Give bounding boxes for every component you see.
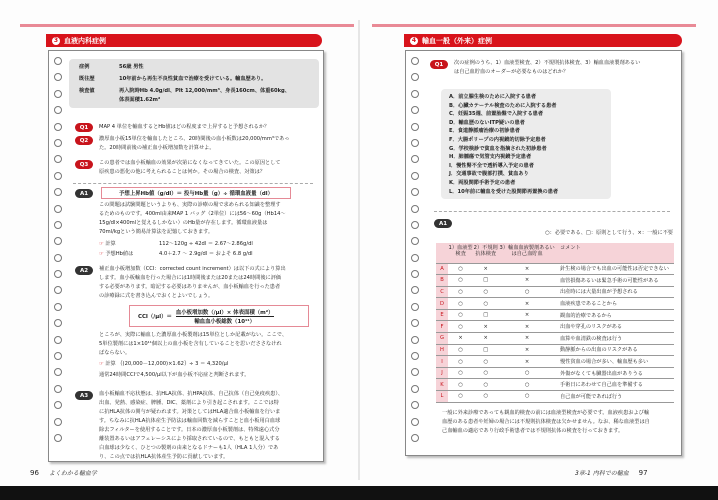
formula-left: CCI（/μl）＝ xyxy=(138,314,172,320)
a1-text: 70ml/kgという簡易計算法を記憶しておきます。 xyxy=(99,229,214,235)
scan-bottom-edge xyxy=(0,486,718,500)
row-mark: × xyxy=(498,275,556,287)
table-row xyxy=(436,321,674,333)
a2-text: 補正血小板増加数（CCI：corrected count increment）は以下の式により算出 xyxy=(99,266,286,272)
table-row xyxy=(436,367,674,379)
left-content-box xyxy=(48,50,324,462)
calc-label: 予想Hb値は xyxy=(105,251,134,257)
q1-text: 次の症例のうち、1）血液型検査、2）不規則抗体検査、3）輸血血液製剤あるい xyxy=(454,60,641,66)
row-mark: ○ xyxy=(448,391,473,403)
row-id: C xyxy=(436,286,448,298)
row-mark: × xyxy=(498,321,556,333)
option-item: J．交通事故で腹部打撲、貧血あり xyxy=(449,171,529,178)
row-mark: ○ xyxy=(448,309,473,321)
table-legend: ○：必要である、□：原則として行う、×：一般に不要 xyxy=(545,230,673,236)
row-id: D xyxy=(436,298,448,310)
table-row xyxy=(436,309,674,321)
row-comment: 手術日にあわせて自己血を準備する xyxy=(556,379,674,391)
a1-text: 血歴のある患者や妊婦の場合には不規則抗体検査は欠かせません。なお、稀な血液型は自 xyxy=(442,419,650,425)
row-comment: 血算や血清鉄の検査は行う xyxy=(556,333,674,345)
row-mark: ○ xyxy=(473,286,498,298)
table-row xyxy=(436,379,674,391)
a3-text: に抗HLA抗体の関与が疑われます。対策としてはHLA適合血小板輸血を行いま xyxy=(99,409,281,415)
row-mark: × xyxy=(498,309,556,321)
labs-value-2: 体表面積1.62m² xyxy=(119,97,161,103)
table-row xyxy=(436,333,674,345)
a2-text: ばならない。 xyxy=(99,350,131,356)
page-number: 97 xyxy=(638,469,648,477)
option-item: C．妊娠35週、前置胎盤で入院する患者 xyxy=(449,111,544,118)
q2-text: 濃厚血小板15単位を輸血したところ、20時間後の血小板数は20,000/mm³であっ xyxy=(99,136,290,142)
row-id: I xyxy=(436,356,448,368)
formula-denominator: 輸血血小板総数（10¹¹） xyxy=(194,318,256,325)
col-header: コメント xyxy=(556,243,674,263)
option-item: K．両股関節手術予定の患者 xyxy=(449,179,516,186)
table-row xyxy=(436,275,674,287)
row-comment: 自己血が可能であれば行う xyxy=(556,391,674,403)
a3-text: 出血、発熱、感染症、脾腫、DIC、薬剤により引き起こされます。ここでは特 xyxy=(99,400,279,406)
a1-text: 15g/dl×400mlと覚えるしかない）のHb量が存在します。循環血液量は xyxy=(99,220,268,226)
calc-value: 4.0＋2.7 ～ 2.9g/dl ＝ およそ 6.8 g/dl xyxy=(159,251,253,257)
option-item: F．大腸ポリープの内視鏡的切除予定患者 xyxy=(449,136,546,143)
a1-text: 一般に外来診療であっても観血的検査の前には血液型検査が必要です。血液疾患および輸 xyxy=(442,410,650,416)
section-header xyxy=(404,34,682,47)
table-row xyxy=(436,286,674,298)
a1-text: 己血輸血の適応であり行政手術患者では不規則抗体の検査を行っておきます。 xyxy=(442,428,624,434)
calc-value: 112～120g ÷ 42dl ＝ 2.67～2.86g/dl xyxy=(159,241,253,247)
row-comment: 血管損傷あるいは緊急手術の可能性がある xyxy=(556,275,674,287)
a1-text: この問題は試験問題というよりも、実際の診療の場で求められる知識を整理す xyxy=(99,202,281,208)
table-row xyxy=(436,298,674,310)
top-rule xyxy=(372,24,696,27)
option-item: B．心臓カテーテル検査のために入院する患者 xyxy=(449,102,557,109)
chapter-title: 3章-1 内科での輸血 xyxy=(575,470,629,477)
a3-text: 血小板輸血不応状態は、抗HLA抗体、抗HPA抗体、自己抗体（自己免疫疾患）、 xyxy=(99,391,284,397)
q3-text: 原疾患の悪化の他に考えられることは何か。その場合の検査、対策は？ xyxy=(99,169,266,175)
options-box xyxy=(441,89,611,199)
q1-text: は自己血貯血のオーダーが必要なものはどれか？ xyxy=(454,69,569,75)
section-number: 4 xyxy=(411,37,417,44)
row-mark: ○ xyxy=(498,391,556,403)
row-mark: ○ xyxy=(498,367,556,379)
a3-text: 白血球は少なく、ひとつの製剤の由来となるドナーも1人（HLA 1人分）であ xyxy=(99,445,279,451)
row-id: L xyxy=(436,391,448,403)
book-title: よくわかる輸血学 xyxy=(48,470,97,477)
row-mark: □ xyxy=(473,344,498,356)
col-header: 1）血液型 検査 xyxy=(448,243,473,263)
table-row xyxy=(436,391,674,403)
row-comment: 外傷がなくても臓器出血がありうる xyxy=(556,367,674,379)
row-mark: × xyxy=(498,333,556,345)
history-value: 10年前から再生不良性貧血で治療を受けている。輸血歴あり。 xyxy=(119,76,267,82)
answer-table xyxy=(436,243,674,403)
q1-text: MAP 4 単位を輸血するとHb値はどの程度まで上昇すると予想されるか？ xyxy=(99,124,270,130)
option-item: G．学校検診で貧血を指摘された初診患者 xyxy=(449,145,547,152)
a2-text: します。血小板輸血を行った場合には1時間後または20または24時間後に評価 xyxy=(99,275,282,281)
q2-text: た。20時間前後の補正血小板増加数を計算せよ。 xyxy=(99,145,215,151)
row-mark: ○ xyxy=(473,391,498,403)
row-mark: × xyxy=(498,344,556,356)
a3-text: り、この点では抗HLA抗体産生予防に貢献しています。 xyxy=(99,454,229,460)
row-mark: × xyxy=(473,333,498,345)
q3-badge: Q3 xyxy=(75,160,93,169)
row-id: G xyxy=(436,333,448,345)
labs-value: 再入院時Hb 4.0g/dl、Plt 12,000/mm³、身長160cm、体重60kg、 xyxy=(119,88,290,94)
a3-text: 除去フィルターを使用することです。日本の濃厚血小板製剤は、特殊遠心式分 xyxy=(99,427,280,433)
q3-text: この患者では血小板輸血の効果が次第になくなってきていた。この原因として xyxy=(99,160,281,166)
row-mark: ○ xyxy=(448,286,473,298)
page-number: 96 xyxy=(30,469,39,477)
a1-formula: 予想上昇Hb値（g/dl）＝ 投与Hb量（g）÷ 循環血液量（dl） xyxy=(101,187,291,199)
pencil-icon: ☞ xyxy=(99,361,104,367)
row-comment: 血液疾患であることから xyxy=(556,298,674,310)
section-number: 3 xyxy=(53,37,59,44)
case-info-box xyxy=(69,59,319,108)
row-mark: × xyxy=(498,263,556,275)
row-id: F xyxy=(436,321,448,333)
row-id: J xyxy=(436,367,448,379)
case-label: 症例 xyxy=(79,64,90,70)
table-row xyxy=(436,344,674,356)
row-id: A xyxy=(436,263,448,275)
a3-badge: A3 xyxy=(75,391,93,400)
history-label: 既往歴 xyxy=(79,76,95,82)
row-mark: × xyxy=(473,321,498,333)
row-mark: ○ xyxy=(473,298,498,310)
row-mark: □ xyxy=(473,309,498,321)
row-id: E xyxy=(436,309,448,321)
a2-text: 5単位製剤には1×10¹¹個以上の血小板を含有していることを思いだささなけれ xyxy=(99,341,282,347)
right-content-box xyxy=(405,50,682,456)
row-mark: ○ xyxy=(498,379,556,391)
q1-badge: Q1 xyxy=(75,123,93,132)
labs-label: 検査値 xyxy=(79,88,95,94)
row-mark: × xyxy=(498,298,556,310)
a1-badge: A1 xyxy=(75,189,93,198)
left-footer xyxy=(22,468,97,477)
row-comment: 針生検の場合でも出血の可能性は否定できない xyxy=(556,263,674,275)
calc-value: ｛(20,000－12,000)×1.62｝÷ 3 ＝ 4,320/μl xyxy=(117,361,229,367)
binder-holes xyxy=(411,57,419,442)
option-item: D．輸血歴のないITP疑いの患者 xyxy=(449,119,525,126)
right-footer xyxy=(575,468,656,477)
row-mark: ○ xyxy=(448,298,473,310)
a1-text: るためのものです。400ml由来MAP 1 バッグ（2単位）には56～60g（Hb14～ xyxy=(99,211,286,217)
section-title: 血液内科症例 xyxy=(64,36,106,45)
case-value: 56歳 男性 xyxy=(119,64,144,70)
a2-text: する必要があります。暗記する必要はありませんが、血小板輸血を行った患者 xyxy=(99,284,281,290)
section-title: 輸血一般（外来）症例 xyxy=(422,36,492,45)
a1-badge: A1 xyxy=(434,219,452,228)
option-item: H．肺腫瘍で気管支内視鏡予定患者 xyxy=(449,154,532,161)
pencil-icon: ☞ xyxy=(99,241,104,247)
row-mark: ○ xyxy=(473,356,498,368)
formula-numerator: 血小板増加数（/μl）× 体表面積（m²） xyxy=(175,309,274,316)
row-mark: ○ xyxy=(448,263,473,275)
calc-label: 計算 xyxy=(105,241,116,247)
calc-label: 計算 xyxy=(105,361,116,367)
a2-note: 通常24時間CCIで4,500/μl以下が血小板不応症と判断されます。 xyxy=(99,372,250,378)
table-row xyxy=(436,356,674,368)
row-comment: 動静脈からの出血のリスクがある xyxy=(556,344,674,356)
row-id: B xyxy=(436,275,448,287)
row-mark: □ xyxy=(473,275,498,287)
q1-badge: Q1 xyxy=(430,60,448,69)
q2-badge: Q2 xyxy=(75,136,93,145)
a2-text: の診療録に式を書き込んでおくとよいでしょう。 xyxy=(99,293,214,299)
a3-text: 離装置あるいはアフェレーシスにより採取されているので、もともと混入する xyxy=(99,436,280,442)
row-mark: ○ xyxy=(498,286,556,298)
divider xyxy=(73,183,313,184)
row-comment: 観血的治療であるから xyxy=(556,309,674,321)
a2-text: ところが、実際に輸血した濃厚血小板製剤は15単位としか記載がない。ここで、 xyxy=(99,332,288,338)
row-mark: ○ xyxy=(448,379,473,391)
row-comment: 慢性貧血の場合が多い、輸血歴も多い xyxy=(556,356,674,368)
option-item: L．10年前に輸血を受けた股関節再置換の患者 xyxy=(449,188,559,195)
col-header: 3）輸血血液製剤あるい は自己血貯血 xyxy=(498,243,556,263)
row-mark: ○ xyxy=(448,367,473,379)
row-id: H xyxy=(436,344,448,356)
a2-badge: A2 xyxy=(75,266,93,275)
a3-text: す。ちなみに抗HLA抗体産生予防法は輸血回数を減らすことと血小板用白血球 xyxy=(99,418,281,424)
top-rule xyxy=(20,24,354,27)
row-mark: ○ xyxy=(473,367,498,379)
row-mark: ○ xyxy=(473,379,498,391)
table-row xyxy=(436,263,674,275)
gutter xyxy=(358,20,360,480)
row-comment: 出血や穿孔のリスクがある xyxy=(556,321,674,333)
cci-formula xyxy=(129,305,309,327)
option-item: E．食道静脈瘤治療の初診患者 xyxy=(449,128,520,135)
row-mark: ○ xyxy=(448,321,473,333)
divider xyxy=(434,211,670,212)
section-header xyxy=(46,34,322,47)
row-mark: × xyxy=(473,263,498,275)
row-mark: × xyxy=(498,356,556,368)
row-mark: ○ xyxy=(448,344,473,356)
col-header: 2）不規則 抗体検査 xyxy=(473,243,498,263)
pencil-icon: ☞ xyxy=(99,251,104,257)
option-item: I．慢性腎不全で透析導入予定の患者 xyxy=(449,162,534,169)
row-mark: × xyxy=(448,333,473,345)
option-item: A．前立腺生検のために入院する患者 xyxy=(449,94,537,100)
row-id: K xyxy=(436,379,448,391)
row-comment: 出産時には大量出血が予想される xyxy=(556,286,674,298)
row-mark: ○ xyxy=(448,356,473,368)
row-mark: ○ xyxy=(448,275,473,287)
binder-holes xyxy=(54,57,62,442)
